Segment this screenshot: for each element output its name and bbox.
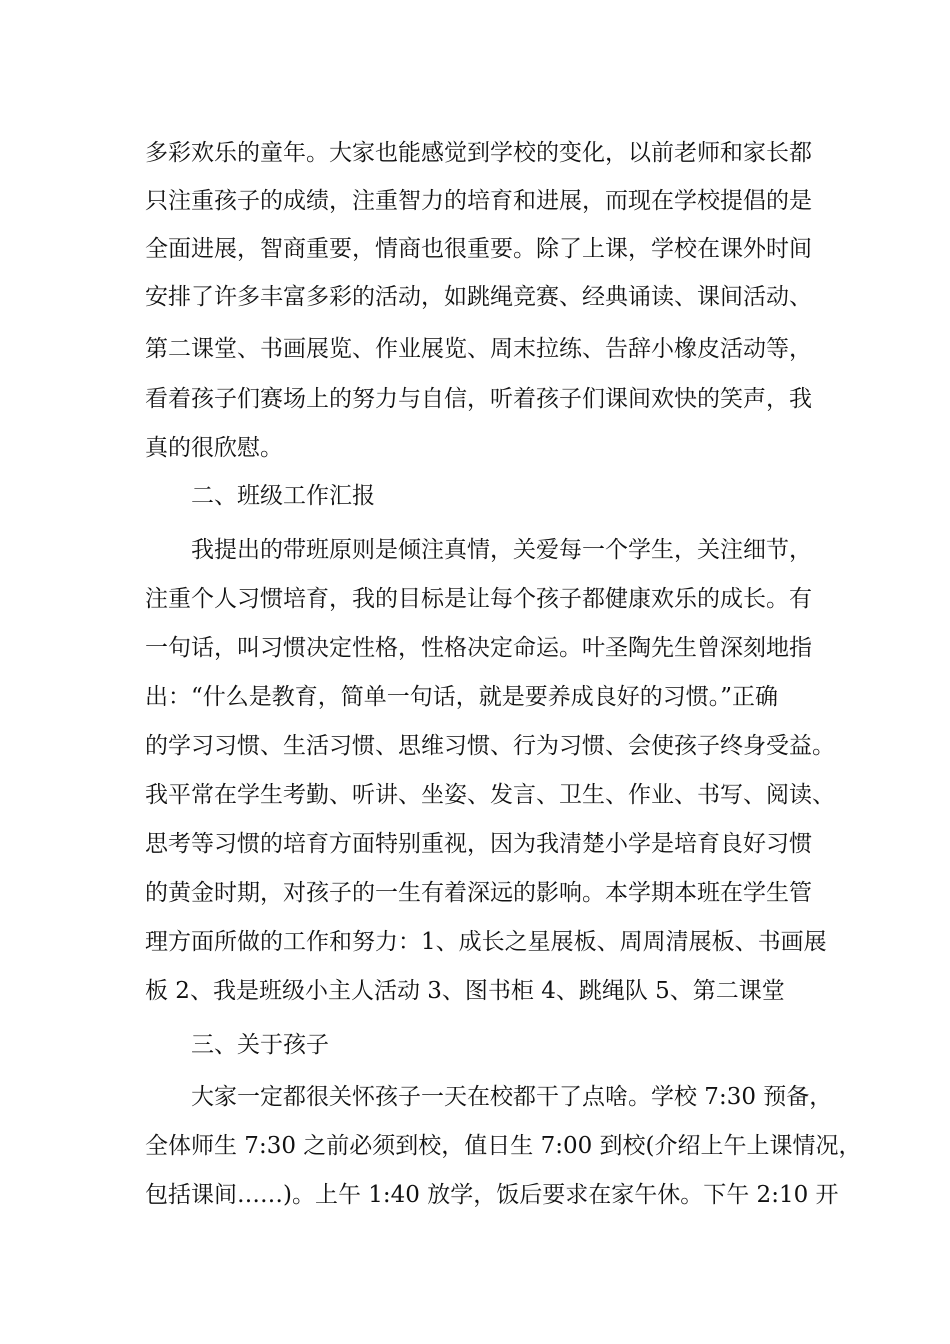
text-line: 看着孩子们赛场上的努力与自信，听着孩子们课间欢快的笑声，我 — [145, 386, 812, 412]
text-line: 包括课间……)。上午 1:40 放学，饭后要求在家午休。下午 2:10 开 — [145, 1182, 839, 1208]
text-line: 的黄金时期，对孩子的一生有着深远的影响。本学期本班在学生管 — [145, 880, 812, 906]
text-line: 全面进展，智商重要，情商也很重要。除了上课，学校在课外时间 — [145, 236, 812, 262]
text-line: 我提出的带班原则是倾注真情，关爱每一个学生，关注细节， — [191, 537, 812, 563]
text-line: 多彩欢乐的童年。大家也能感觉到学校的变化，以前老师和家长都 — [145, 140, 812, 166]
text-line: 大家一定都很关怀孩子一天在校都干了点啥。学校 7:30 预备， — [191, 1084, 833, 1110]
text-line: 思考等习惯的培育方面特别重视，因为我清楚小学是培育良好习惯 — [145, 831, 812, 857]
text-line: 注重个人习惯培育，我的目标是让每个孩子都健康欢乐的成长。有 — [145, 586, 812, 612]
text-line: 只注重孩子的成绩，注重智力的培育和进展，而现在学校提倡的是 — [145, 188, 812, 214]
text-line: 理方面所做的工作和努力：1、成长之星展板、周周清展板、书画展 — [145, 929, 827, 955]
text-line: 安排了许多丰富多彩的活动，如跳绳竞赛、经典诵读、课间活动、 — [145, 284, 812, 310]
text-line: 板 2、我是班级小主人活动 3、图书柜 4、跳绳队 5、第二课堂 — [145, 978, 785, 1004]
text-line: 第二课堂、书画展览、作业展览、周末拉练、告辞小橡皮活动等， — [145, 336, 812, 362]
text-line: 出：“什么是教育，简单一句话，就是要养成良好的习惯。”正确 — [145, 684, 779, 710]
text-line: 我平常在学生考勤、听讲、坐姿、发言、卫生、作业、书写、阅读、 — [145, 782, 835, 808]
text-line: 真的很欣慰。 — [145, 435, 283, 461]
section-heading: 三、关于孩子 — [191, 1032, 329, 1058]
text-line: 的学习习惯、生活习惯、思维习惯、行为习惯、会使孩子终身受益。 — [145, 733, 835, 759]
text-line: 一句话，叫习惯决定性格，性格决定命运。叶圣陶先生曾深刻地指 — [145, 635, 812, 661]
section-heading: 二、班级工作汇报 — [191, 483, 375, 509]
text-line: 全体师生 7:30 之前必须到校，值日生 7:00 到校(介绍上午上课情况， — [145, 1133, 862, 1159]
